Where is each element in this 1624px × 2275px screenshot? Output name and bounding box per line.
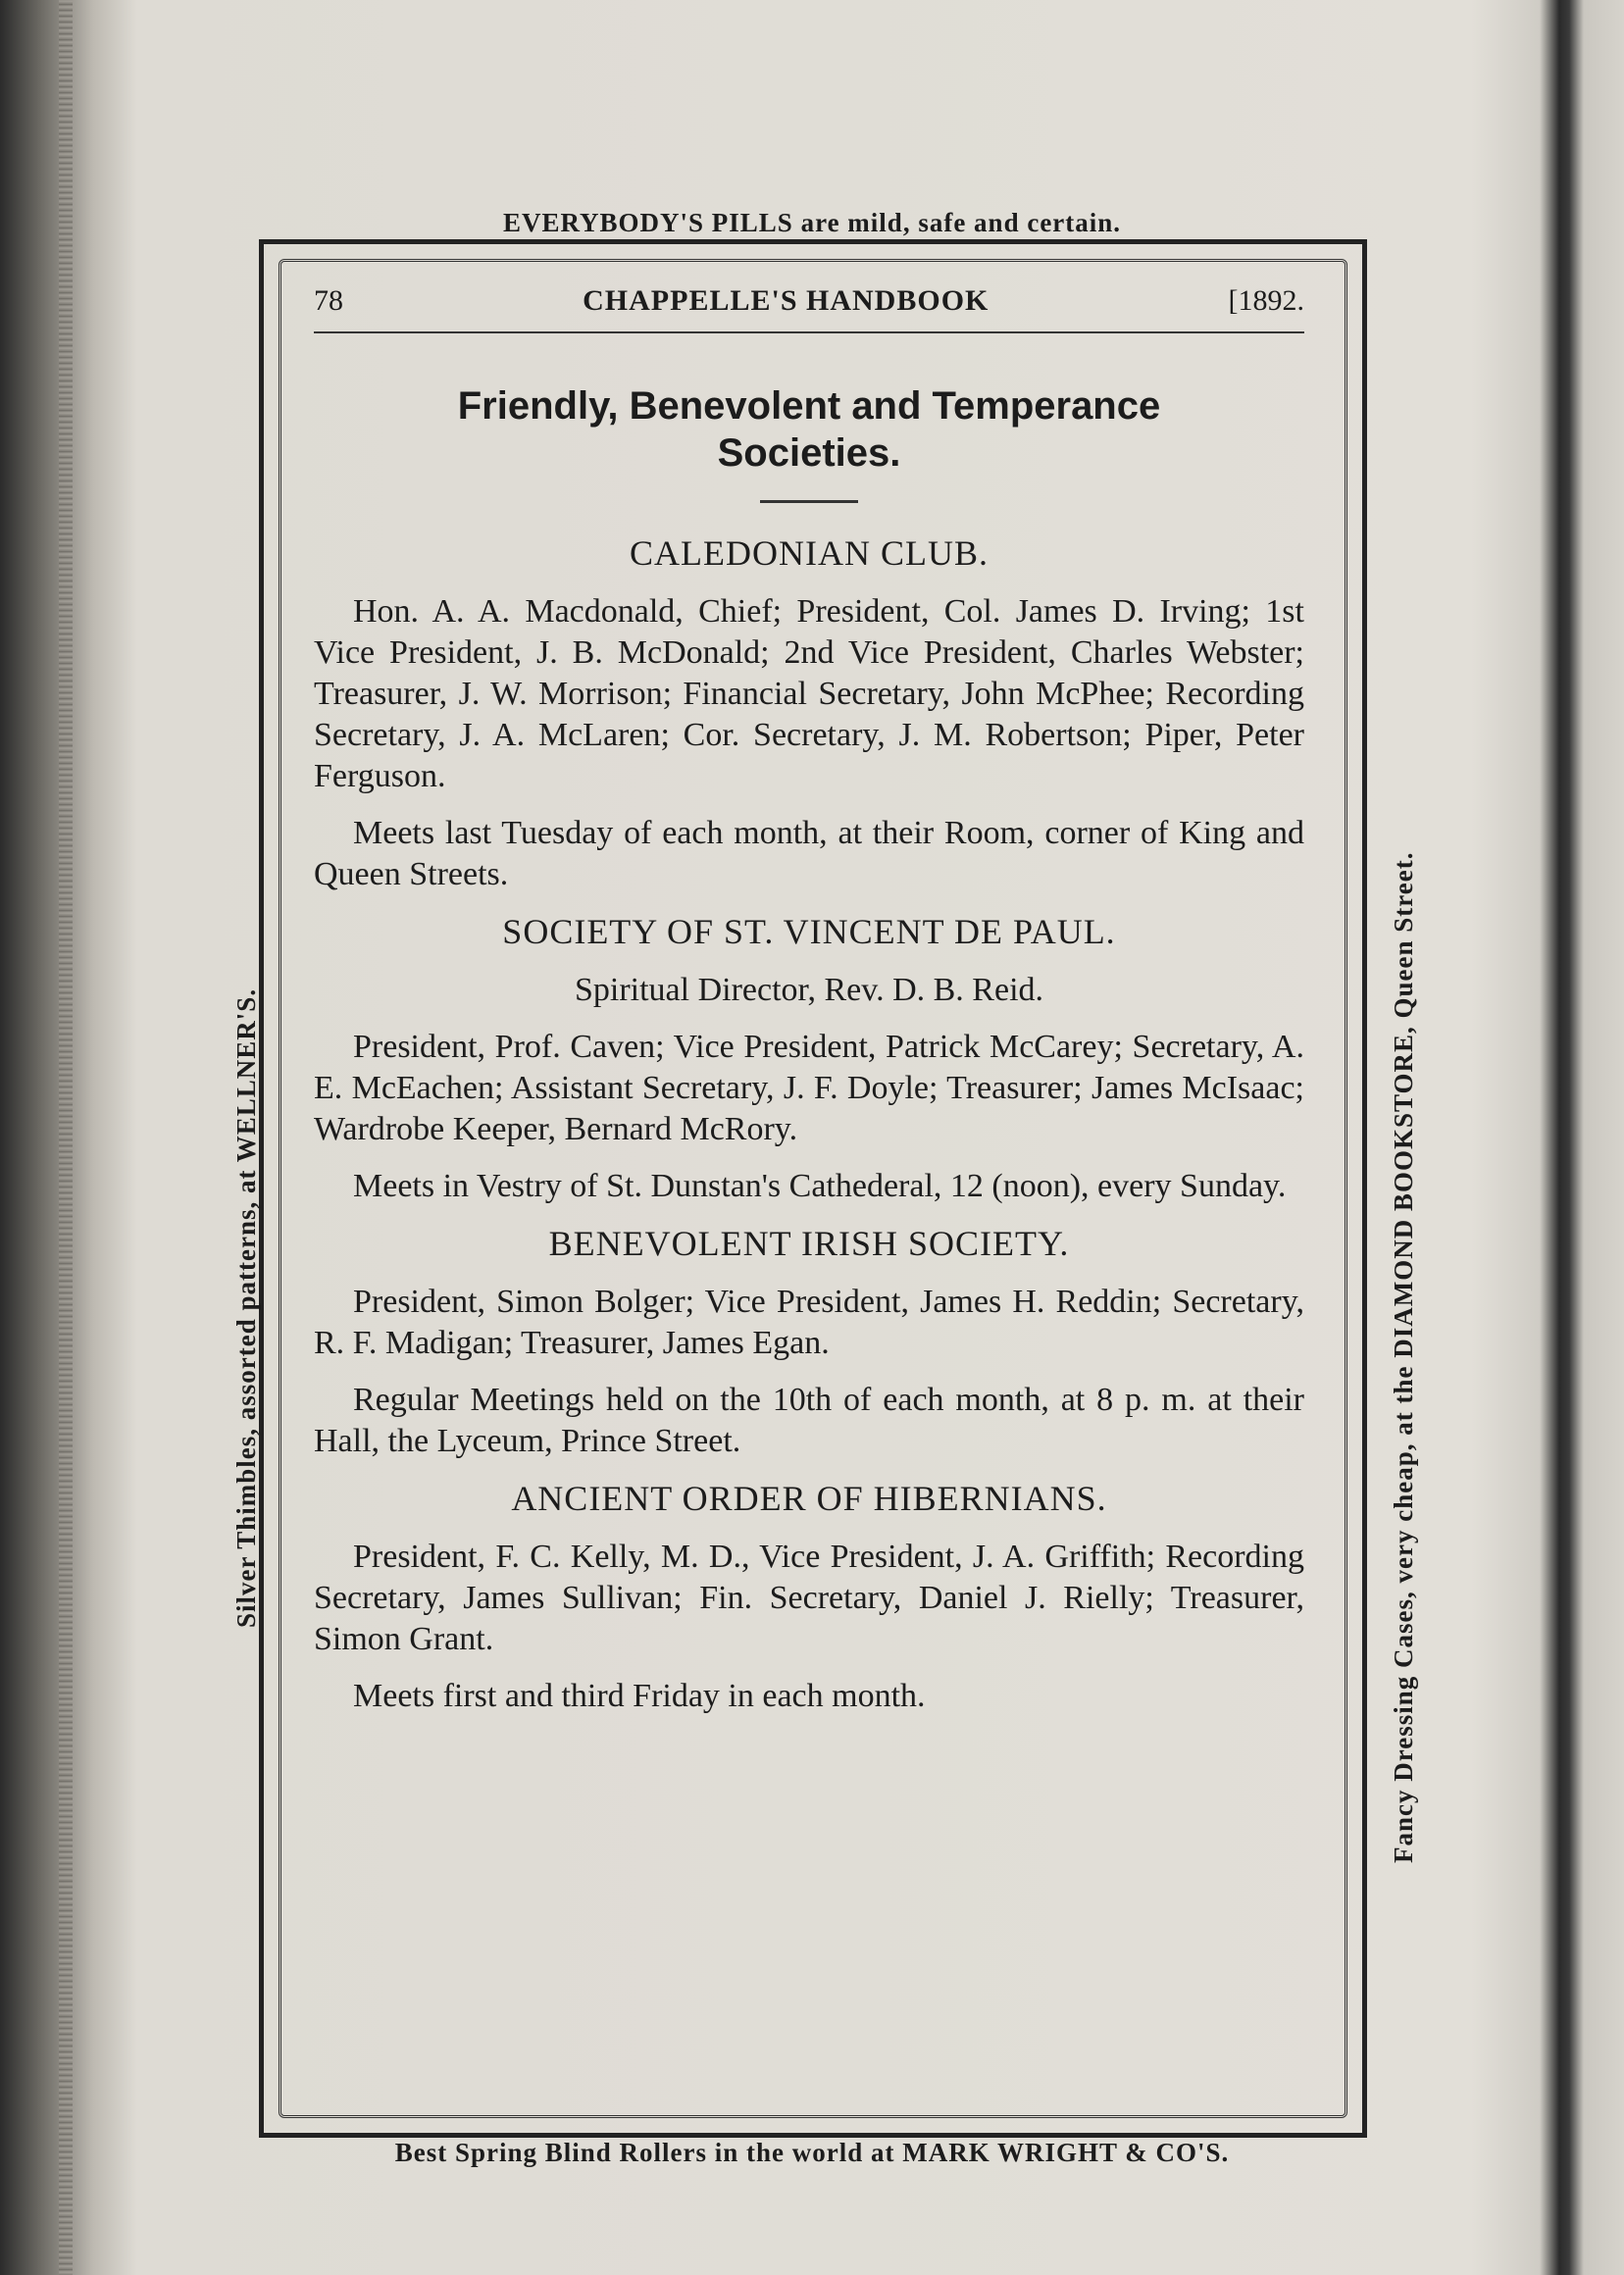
society-caledonian-club — [314, 532, 1304, 895]
year: [1892. — [1228, 284, 1304, 317]
society-paragraph: Meets in Vestry of St. Dunstan's Cathederal, 12 (noon), every Sunday. — [353, 1168, 1287, 1204]
page-content — [314, 284, 1304, 1733]
top-advertisement: EVERYBODY'S PILLS are mild, safe and certain. — [502, 208, 1122, 237]
society-paragraph: Spiritual Director, Rev. D. B. Reid. — [574, 972, 1044, 1008]
society-paragraph: Regular Meetings held on the 10th of each month, at 8 p. m. at their Hall, the Lyceum, Prince Street. — [314, 1382, 1304, 1459]
left-advertisement: Silver Thimbles, assorted patterns, at WELLNER'S. — [231, 987, 261, 1628]
society-paragraph: Meets first and third Friday in each month. — [353, 1678, 926, 1714]
society-name: CALEDONIAN CLUB. — [630, 533, 989, 573]
society-name: SOCIETY OF ST. VINCENT DE PAUL. — [502, 912, 1116, 951]
bottom-advertisement: Best Spring Blind Rollers in the world at MARK WRIGHT & CO'S. — [394, 2138, 1230, 2167]
page-number: 78 — [314, 284, 343, 317]
society-paragraph: President, Simon Bolger; Vice President, James H. Reddin; Secretary, R. F. Madigan; Treasurer, James Egan. — [314, 1284, 1304, 1361]
book-page-edges — [59, 0, 73, 2275]
society-name: BENEVOLENT IRISH SOCIETY. — [548, 1224, 1070, 1263]
society-benevolent-irish — [314, 1223, 1304, 1462]
society-ancient-order-hibernians — [314, 1478, 1304, 1717]
society-paragraph: President, Prof. Caven; Vice President, Patrick McCarey; Secretary, A. E. McEachen; Assistant Secretary, J. F. Doyle; Treasurer; James McIsaac; Wardrobe Keeper, Bernard McRory. — [314, 1029, 1304, 1147]
book-title: CHAPPELLE'S HANDBOOK — [583, 284, 990, 317]
society-name: ANCIENT ORDER OF HIBERNIANS. — [511, 1479, 1107, 1518]
section-title — [314, 382, 1304, 477]
section-divider — [760, 500, 858, 503]
section-title-line-2: Societies. — [717, 431, 901, 475]
society-paragraph: Meets last Tuesday of each month, at their Room, corner of King and Queen Streets. — [314, 815, 1304, 892]
society-paragraph: President, F. C. Kelly, M. D., Vice President, J. A. Griffith; Recording Secretary, James Sullivan; Fin. Secretary, Daniel J. Rielly; Treasurer, Simon Grant. — [314, 1539, 1304, 1657]
right-advertisement: Fancy Dressing Cases, very cheap, at the DIAMOND BOOKSTORE, Queen Street. — [1389, 851, 1418, 1863]
running-header — [314, 284, 1304, 333]
society-st-vincent-de-paul — [314, 911, 1304, 1207]
section-title-line-1: Friendly, Benevolent and Temperance — [457, 384, 1161, 428]
society-paragraph: Hon. A. A. Macdonald, Chief; President, Col. James D. Irving; 1st Vice President, J. B. McDonald; 2nd Vice President, Charles Webster; Treasurer, J. W. Morrison; Financial Secretary, John McPhee; Recording Secretary, J. A. McLaren; Cor. Secretary, J. M. Robertson; Piper, Peter Ferguson. — [314, 593, 1304, 794]
